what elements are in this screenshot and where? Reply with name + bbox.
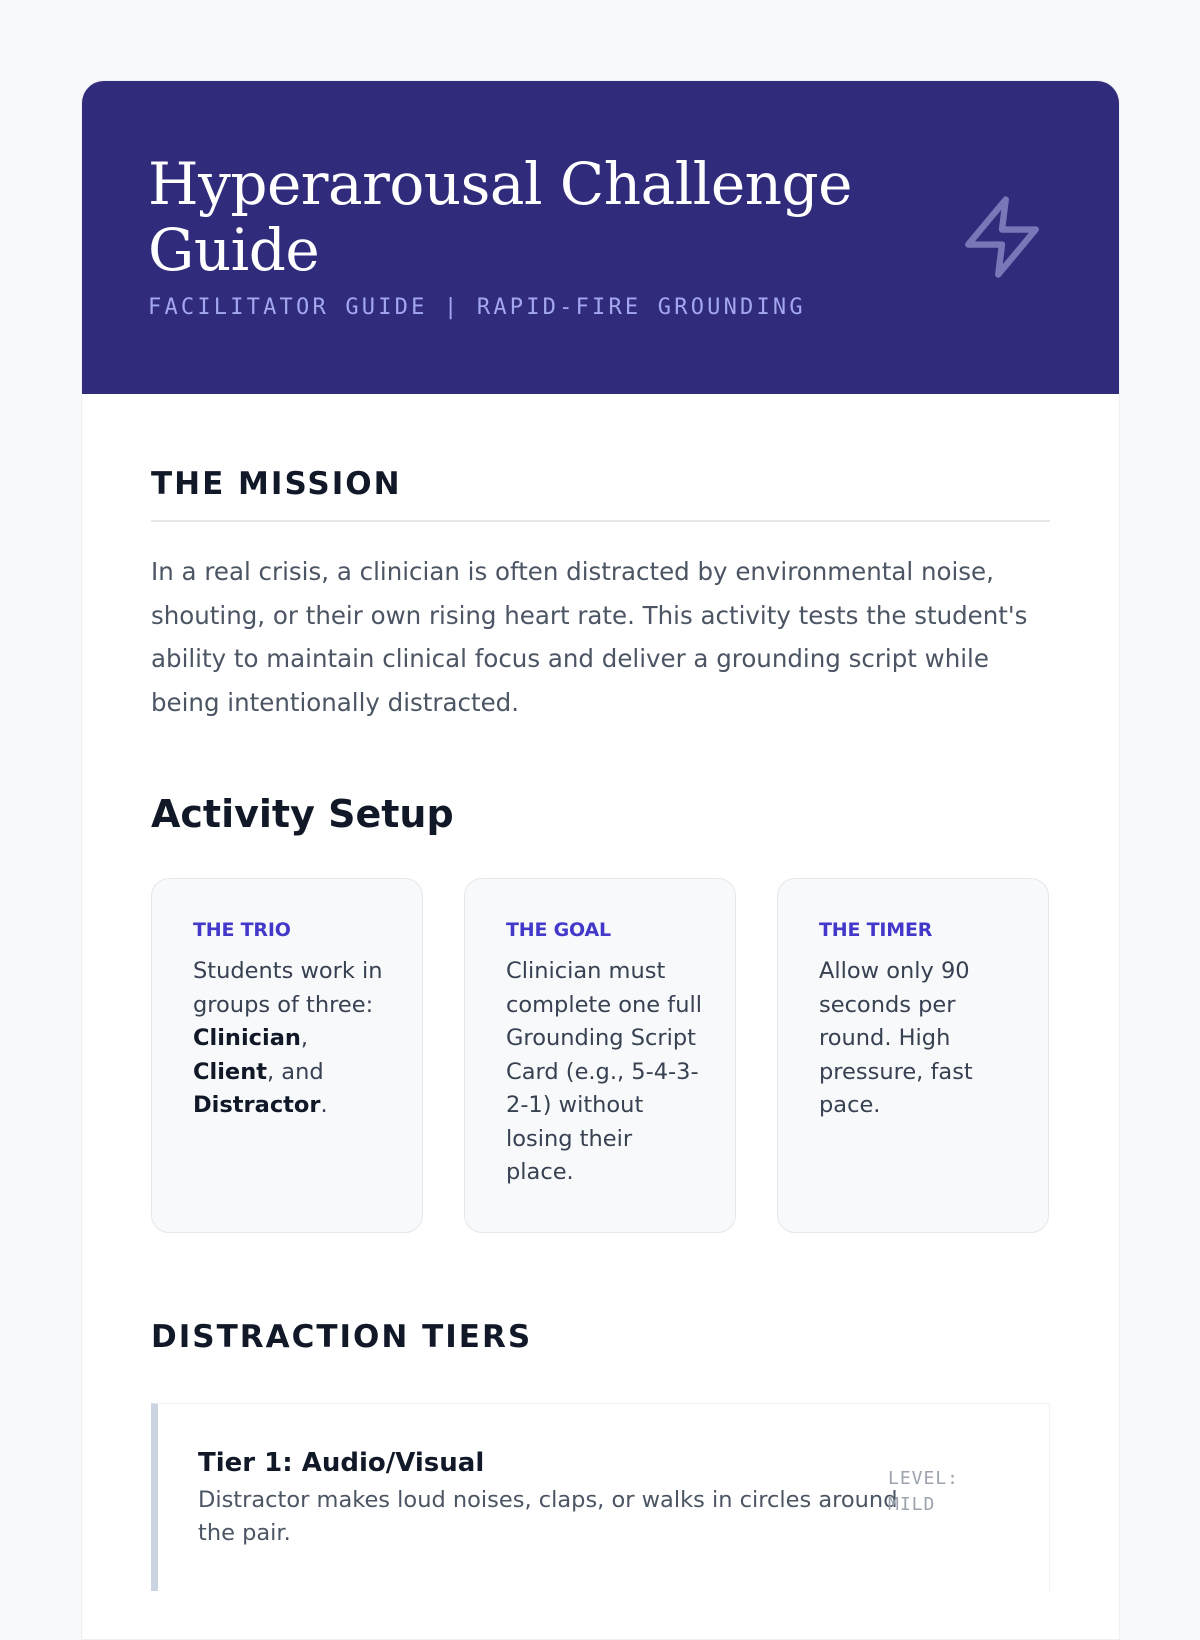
guide-page — [81, 80, 1120, 1640]
page-title: Hyperarousal Challenge Guide — [148, 150, 852, 284]
tier-description: Distractor makes loud noises, claps, or walks in circles around the pair. — [198, 1487, 898, 1546]
guide-content — [82, 466, 1119, 1591]
lightning-bolt-icon — [957, 187, 1047, 287]
role-clinician: Clinician — [193, 1025, 301, 1051]
page-subtitle: FACILITATOR GUIDE | RAPID-FIRE GROUNDING — [148, 295, 806, 320]
card-goal — [464, 878, 736, 1233]
setup-cards — [151, 878, 1050, 1233]
tier-title: Tier 1: Audio/Visual — [198, 1448, 485, 1478]
card-text — [193, 955, 392, 1123]
tier-item — [151, 1403, 1050, 1591]
card-label: THE GOAL — [506, 919, 611, 941]
card-label: THE TIMER — [819, 919, 933, 941]
activity-setup-heading: Activity Setup — [151, 792, 454, 836]
card-label: THE TRIO — [193, 919, 291, 941]
card-trio — [151, 878, 423, 1233]
mission-heading: THE MISSION — [151, 466, 1050, 522]
mission-text: In a real crisis, a clinician is often distracted by environmental noise, shouting, or their own rising heart rate. This activity tests the student's ability to maintain clinical focus and deliver a grounding script while being intentionally distracted. — [151, 557, 1028, 717]
card-text-intro: Students work in groups of three: — [193, 958, 383, 1018]
card-timer — [777, 878, 1049, 1233]
header-banner — [82, 81, 1119, 394]
tier-level-badge: LEVEL: MILD — [888, 1468, 960, 1515]
distraction-tiers-heading: DISTRACTION TIERS — [151, 1319, 533, 1355]
card-text-separator: , — [300, 1025, 309, 1051]
role-distractor: Distractor — [193, 1092, 321, 1118]
card-text-end: . — [320, 1092, 328, 1118]
role-client: Client — [193, 1058, 267, 1085]
card-text: Clinician must complete one full Grounding Script Card (e.g., 5-4-3-2-1) without losing their place. — [506, 958, 702, 1185]
card-text-separator: , and — [266, 1058, 324, 1085]
card-text: Allow only 90 seconds per round. High pressure, fast pace. — [819, 958, 973, 1118]
